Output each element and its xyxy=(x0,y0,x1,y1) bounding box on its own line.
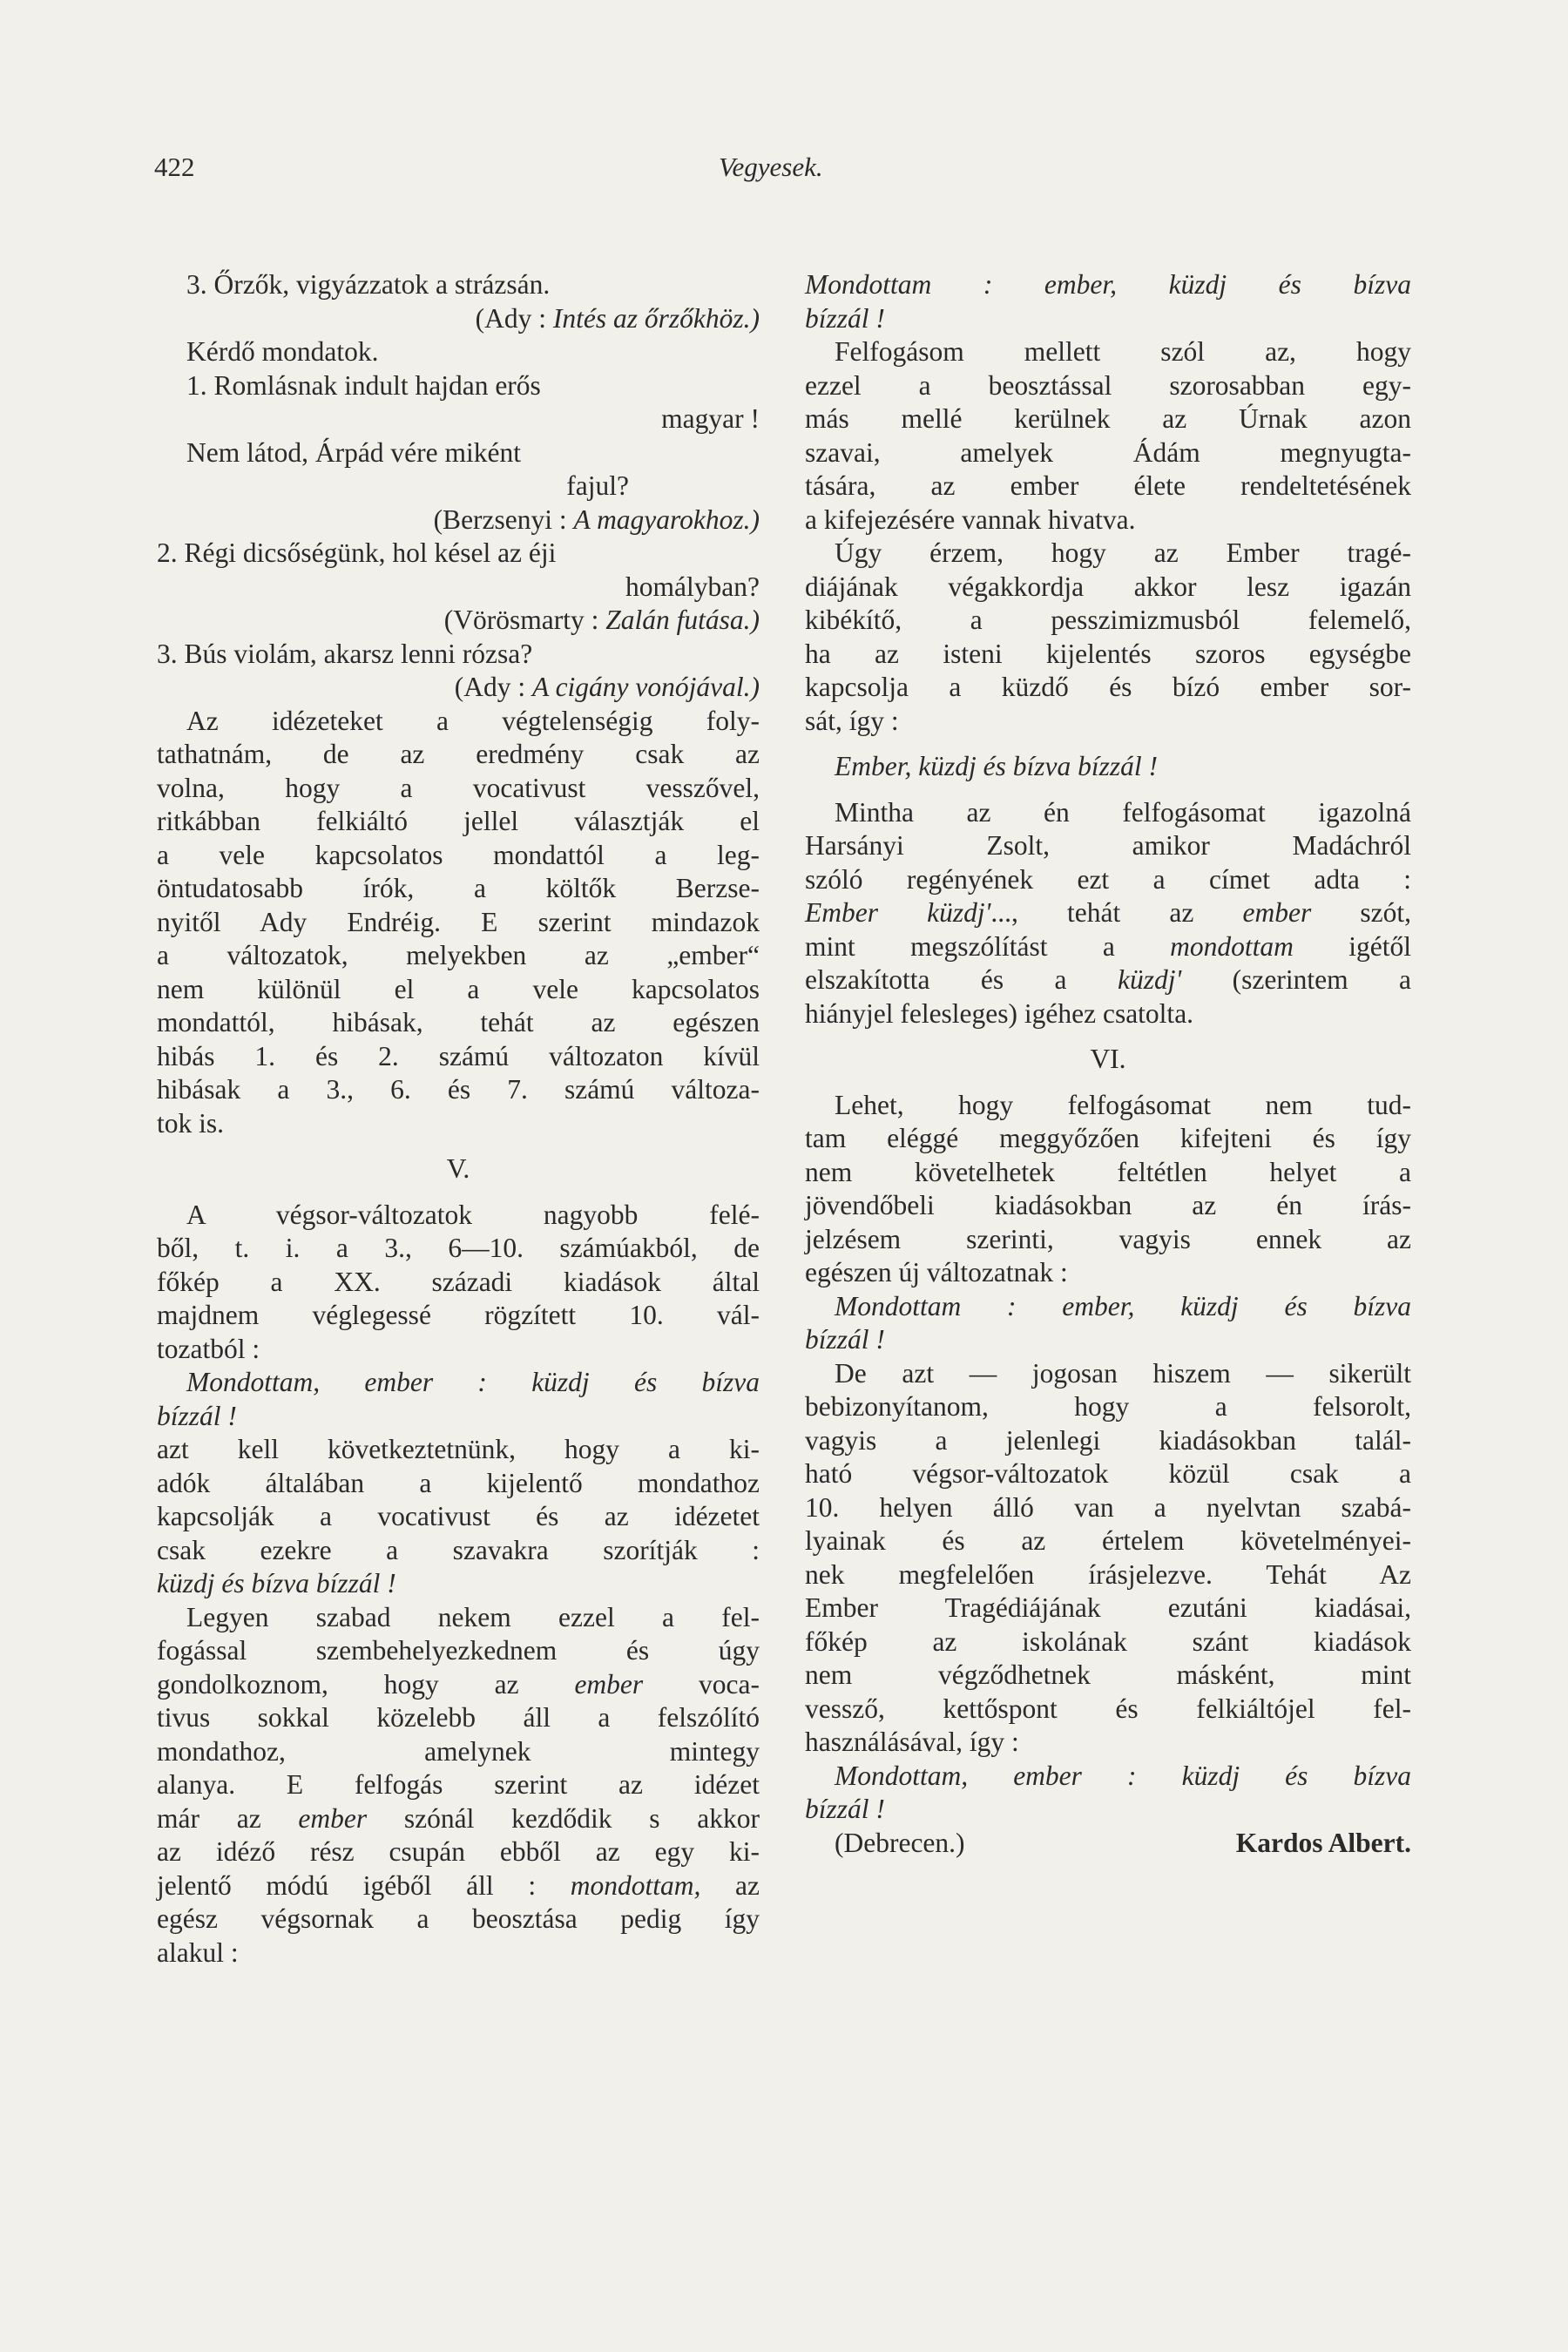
quote-line: bízzál ! xyxy=(805,1324,885,1355)
text-line: nem különül el a vele kapcsolatos xyxy=(157,973,760,1004)
text-line: bebizonyítanom, hogy a felsorolt, xyxy=(805,1391,1411,1422)
page-number: 422 xyxy=(154,152,195,182)
text-line: a kifejezésére vannak hivatva. xyxy=(805,504,1136,535)
text-line: volna, hogy a vocativust vesszővel, xyxy=(157,772,760,803)
text-line: nem végződhetnek másként, mint xyxy=(805,1659,1411,1690)
quote-line: bízzál ! xyxy=(805,302,885,334)
text-line: tására, az ember élete rendeltetésének xyxy=(805,470,1411,501)
text-line: Mintha az én felfogásomat igazolná xyxy=(835,796,1411,828)
paragraph-2 xyxy=(157,1199,760,1367)
text-line: használásával, így : xyxy=(805,1727,1019,1757)
text-line: Harsányi Zsolt, amikor Madáchról xyxy=(805,830,1411,861)
text-line: alakul : xyxy=(157,1936,239,1968)
text-line: adók általában a kijelentő mondathoz xyxy=(157,1467,760,1498)
section-heading-v: V. xyxy=(446,1153,470,1184)
text-line: vagyis a jelenlegi kiadásokban talál- xyxy=(805,1424,1411,1456)
text-line: hibásak a 3., 6. és 7. számú változa- xyxy=(157,1074,760,1105)
attribution: (Ady : Intés az őrzőkhöz.) xyxy=(475,302,760,334)
quote-line: Ember, küzdj és bízva bízzál ! xyxy=(835,751,1158,781)
text-line: küzdj és bízva bízzál ! xyxy=(157,1568,396,1598)
text-line: majdnem véglegessé rögzített 10. vál- xyxy=(157,1300,760,1330)
paragraph-9 xyxy=(805,1357,1411,1760)
attribution: (Ady : A cigány vonójával.) xyxy=(454,672,760,702)
text-line: lyainak és az értelem követelményei- xyxy=(805,1525,1411,1556)
text-line: Lehet, hogy felfogásomat nem tud- xyxy=(835,1089,1411,1120)
text-line: A végsor-változatok nagyobb felé- xyxy=(186,1199,760,1230)
text-line: tivus sokkal közelebb áll a felszólító xyxy=(157,1702,760,1733)
text-line: mondathoz, amelynek mintegy xyxy=(157,1735,760,1767)
text-line: Legyen szabad nekem ezzel a fel- xyxy=(186,1601,760,1632)
quote-line: Mondottam, ember : küzdj és bízva xyxy=(835,1760,1411,1791)
example-3-line: 3. Őrzők, vigyázzatok a strázsán. xyxy=(186,269,551,300)
text-line: diájának végakkordja akkor lesz igazán xyxy=(805,571,1411,602)
text-line: tam eléggé meggyőzően kifejteni és így xyxy=(805,1123,1411,1153)
paragraph-7 xyxy=(805,796,1411,1031)
text-line: már az ember szónál kezdődik s akkor xyxy=(157,1802,760,1834)
author-signature: Kardos Albert. xyxy=(1235,1827,1411,1858)
paragraph-3 xyxy=(157,1433,760,1601)
subheading-kerdo: Kérdő mondatok. xyxy=(186,336,379,367)
quote-line: Mondottam : ember, küzdj és bízva xyxy=(805,269,1411,300)
text-line: Ember küzdj'..., tehát az ember szót, xyxy=(805,897,1411,928)
text-line: Felfogásom mellett szól az, hogy xyxy=(835,336,1411,367)
text-line: más mellé kerülnek az Úrnak azon xyxy=(805,403,1411,434)
paragraph-5 xyxy=(805,335,1411,537)
section-heading-vi: VI. xyxy=(1090,1044,1126,1074)
text-line: főkép az iskolának szánt kiadások xyxy=(805,1625,1411,1657)
text-line: fogással szembehelyezkednem és úgy xyxy=(157,1635,760,1666)
text-line: jelentő módú igéből áll : mondottam, az xyxy=(157,1869,760,1901)
quote-line: bízzál ! xyxy=(157,1400,237,1431)
attribution: (Berzsenyi : A magyarokhoz.) xyxy=(433,504,760,535)
text-line: egész végsornak a beosztása pedig így xyxy=(157,1903,760,1934)
text-line: ritkábban felkiáltó jellel választják el xyxy=(157,806,760,836)
quote-line: Nem látod, Árpád vére miként xyxy=(186,436,521,468)
text-line: a változatok, melyekben az „ember“ xyxy=(157,940,760,970)
text-line: vessző, kettőspont és felkiáltójel fel- xyxy=(805,1693,1411,1724)
text-line: mint megszólítást a mondottam igétől xyxy=(805,930,1411,962)
text-line: öntudatosabb írók, a költők Berzse- xyxy=(157,873,760,903)
text-line: Az idézeteket a végtelenségig foly- xyxy=(186,705,760,736)
paragraph-6 xyxy=(805,537,1411,738)
text-line: ezzel a beosztással szorosabban egy- xyxy=(805,369,1411,401)
quote-line: homályban? xyxy=(625,571,760,602)
text-line: tathatnám, de az eredmény csak az xyxy=(157,739,760,769)
text-line: kibékítő, a pesszimizmusból felemelő, xyxy=(805,605,1411,635)
place-of-writing: (Debrecen.) xyxy=(835,1827,965,1858)
text-line: egészen új változatnak : xyxy=(805,1257,1068,1288)
text-line: mondattól, hibásak, tehát az egészen xyxy=(157,1007,760,1037)
running-title: Vegyesek. xyxy=(719,152,823,182)
text-line: Úgy érzem, hogy az Ember tragé- xyxy=(835,537,1411,568)
text-line: 10. helyen álló van a nyelvtan szabá- xyxy=(805,1491,1411,1523)
quote-line: 2. Régi dicsőségünk, hol késel az éji xyxy=(157,537,557,568)
text-line: azt kell következtetnünk, hogy a ki- xyxy=(157,1434,760,1464)
text-line: nek megfelelően írásjelezve. Tehát Az xyxy=(805,1558,1411,1590)
text-line: ható végsor-változatok közül csak a xyxy=(805,1458,1411,1489)
text-line: sát, így : xyxy=(805,705,899,736)
text-line: szavai, amelyek Ádám megnyugta- xyxy=(805,436,1411,468)
text-line: ből, t. i. a 3., 6—10. számúakból, de xyxy=(157,1233,760,1263)
text-line: ha az isteni kijelentés szoros egységbe xyxy=(805,638,1411,669)
quote-line: 3. Bús violám, akarsz lenni rózsa? xyxy=(157,638,533,669)
paragraph-4 xyxy=(157,1601,760,1970)
text-line: tozatból : xyxy=(157,1333,260,1364)
text-line: az idéző rész csupán ebből az egy ki- xyxy=(157,1836,760,1867)
text-line: hibás 1. és 2. számú változaton kívül xyxy=(157,1040,760,1071)
text-line: szóló regényének ezt a címet adta : xyxy=(805,863,1411,895)
text-line: nem követelhetek feltétlen helyet a xyxy=(805,1156,1411,1187)
right-column xyxy=(805,268,1411,1860)
paragraph-1 xyxy=(157,705,760,1141)
text-line: a vele kapcsolatos mondattól a leg- xyxy=(157,839,760,870)
text-line: hiányjel felesleges) igéhez csatolta. xyxy=(805,997,1194,1029)
quote-line: bízzál ! xyxy=(805,1794,885,1824)
quote-line: Mondottam, ember : küzdj és bízva xyxy=(186,1367,760,1397)
text-line: alanya. E felfogás szerint az idézet xyxy=(157,1769,760,1800)
text-line: kapcsolják a vocativust és az idézetet xyxy=(157,1501,760,1531)
text-line: Ember Tragédiájának ezutáni kiadásai, xyxy=(805,1592,1411,1623)
attribution: (Vörösmarty : Zalán futása.) xyxy=(443,605,760,635)
text-line: elszakította és a küzdj' (szerintem a xyxy=(805,964,1411,995)
text-line: tok is. xyxy=(157,1107,225,1139)
paragraph-8 xyxy=(805,1089,1411,1290)
text-line: csak ezekre a szavakra szorítják : xyxy=(157,1534,760,1565)
quote-line: 1. Romlásnak indult hajdan erős xyxy=(186,369,541,401)
quote-line: fajul? xyxy=(566,470,629,501)
text-line: nyitől Ady Endréig. E szerint mindazok xyxy=(157,906,760,937)
text-line: kapcsolja a küzdő és bízó ember sor- xyxy=(805,672,1411,702)
left-column xyxy=(157,268,760,1970)
text-line: gondolkoznom, hogy az ember voca- xyxy=(157,1668,760,1700)
text-line: főkép a XX. századi kiadások által xyxy=(157,1266,760,1297)
quote-line: magyar ! xyxy=(661,403,760,434)
text-line: De azt — jogosan hiszem — sikerült xyxy=(835,1357,1411,1389)
text-line: jelzésem szerinti, vagyis ennek az xyxy=(805,1223,1411,1254)
text-line: jövendőbeli kiadásokban az én írás- xyxy=(805,1190,1411,1220)
quote-line: Mondottam : ember, küzdj és bízva xyxy=(835,1290,1411,1321)
